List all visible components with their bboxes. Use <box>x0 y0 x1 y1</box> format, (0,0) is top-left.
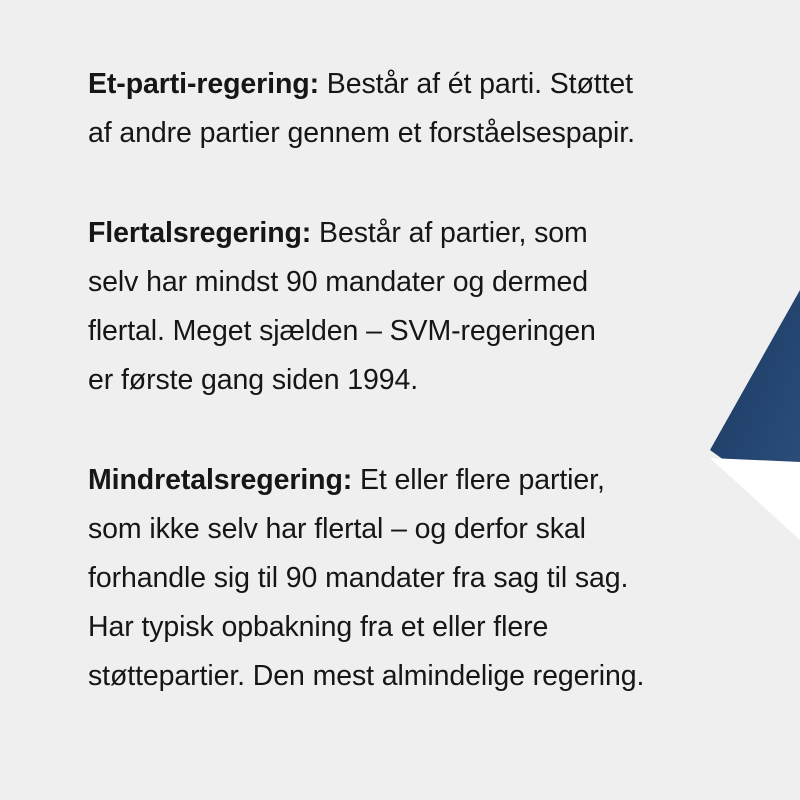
definition-mindretalsregering <box>88 456 778 701</box>
definition-line: forhandle sig til 90 mandater fra sag til sag. <box>88 562 629 594</box>
definition-et-parti-regering <box>88 60 778 158</box>
definition-line: Består af ét parti. Støttet <box>326 68 633 100</box>
definition-line: støttepartier. Den mest almindelige regering. <box>88 660 645 692</box>
definition-line: Et eller flere partier, <box>359 464 605 496</box>
definition-line: som ikke selv har flertal – og derfor skal <box>88 513 586 545</box>
definitions-list <box>88 60 778 752</box>
term-et-parti-regering: Et-parti-regering: <box>88 68 319 100</box>
definition-line: selv har mindst 90 mandater og dermed <box>88 266 589 298</box>
term-mindretalsregering: Mindretalsregering: <box>88 464 353 496</box>
definition-line: Har typisk opbakning fra et eller flere <box>88 611 549 643</box>
definition-line: er første gang siden 1994. <box>88 364 419 396</box>
definition-line: af andre partier gennem et forståelsespapir. <box>88 117 635 149</box>
definition-flertalsregering <box>88 209 778 405</box>
term-flertalsregering: Flertalsregering: <box>88 217 312 249</box>
definition-line: flertal. Meget sjælden – SVM-regeringen <box>88 315 596 347</box>
definition-line: Består af partier, som <box>319 217 588 249</box>
